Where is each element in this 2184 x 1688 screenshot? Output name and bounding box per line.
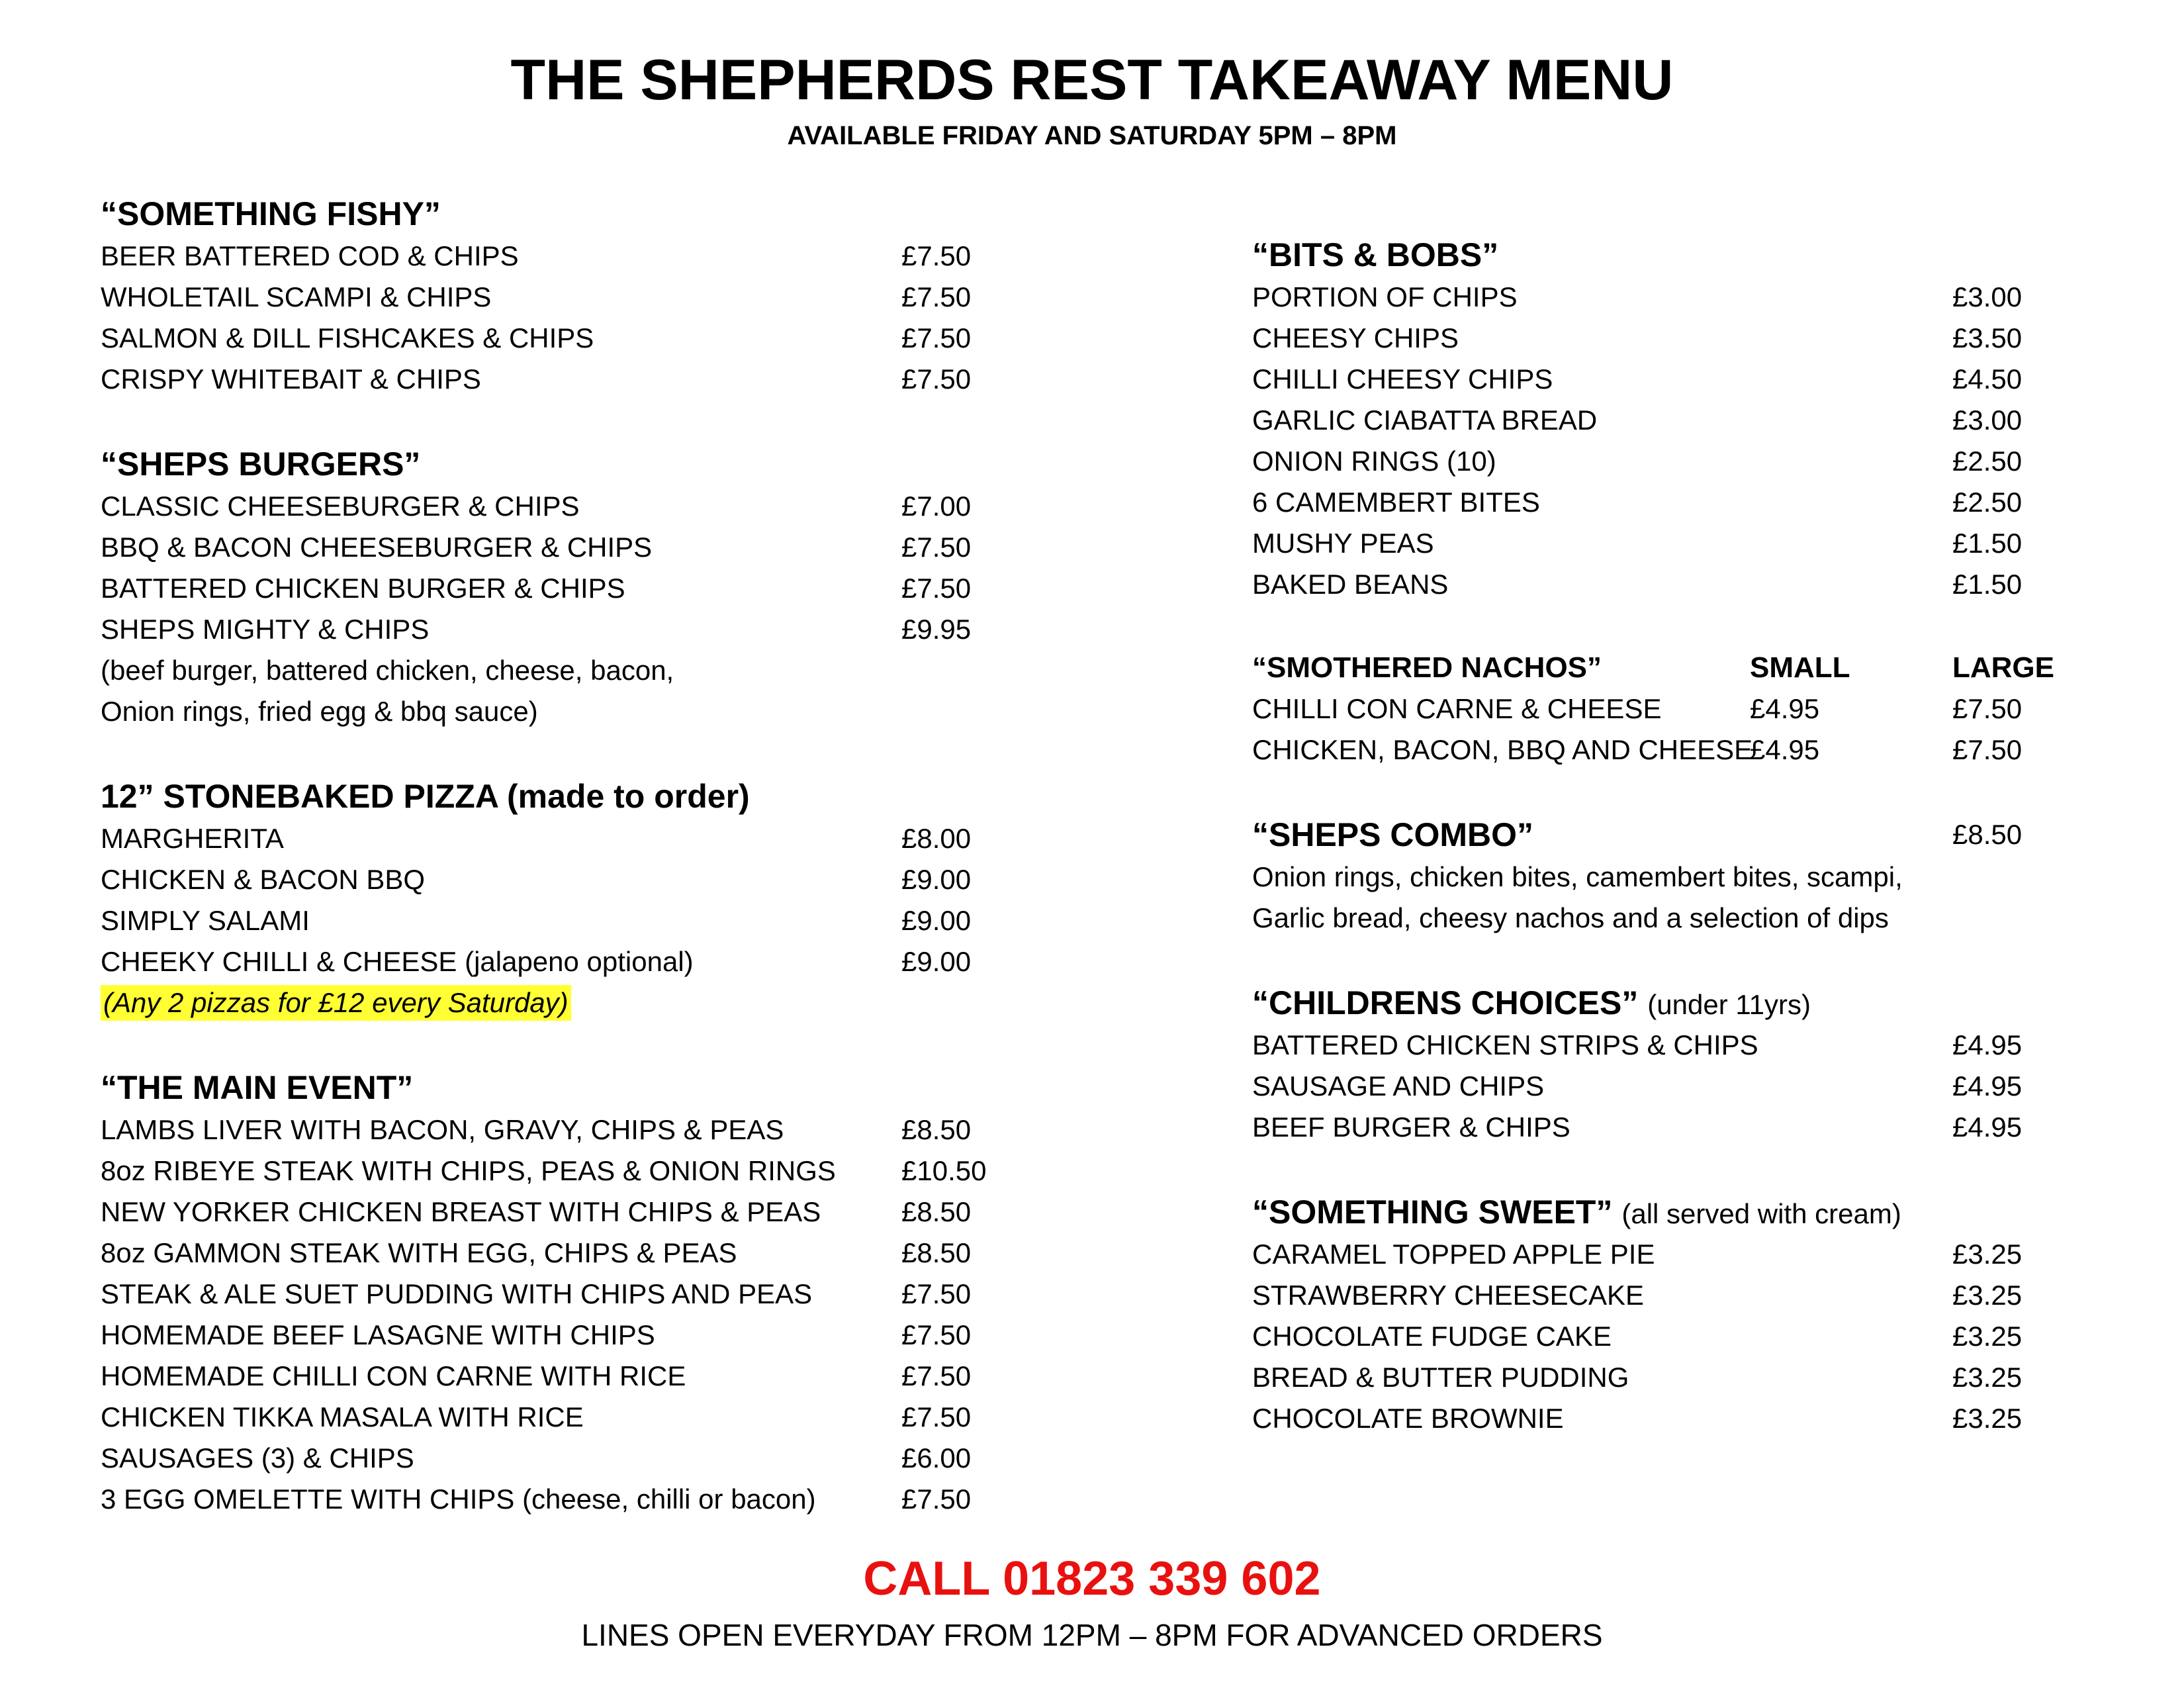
item-name: BEER BATTERED COD & CHIPS [101, 240, 519, 271]
item-price: £7.50 [901, 1401, 972, 1432]
item-price: £7.50 [901, 1483, 972, 1515]
menu-item [101, 236, 1040, 277]
item-name: CHOCOLATE FUDGE CAKE [1252, 1321, 1612, 1352]
menu-item [1252, 1025, 2126, 1066]
item-name: 3 EGG OMELETTE WITH CHIPS (cheese, chilli or bacon) [101, 1483, 816, 1515]
item-price: £7.50 [901, 1278, 972, 1309]
menu-item [1252, 523, 2126, 564]
item-name: CHICKEN, BACON, BBQ AND CHEESE [1252, 734, 1753, 765]
item-price: £3.25 [1952, 1280, 2023, 1311]
item-name: CHILLI CON CARNE & CHEESE [1252, 693, 1662, 724]
item-name: CHICKEN TIKKA MASALA WITH RICE [101, 1401, 584, 1432]
item-name: WHOLETAIL SCAMPI & CHIPS [101, 281, 492, 312]
item-name: 8oz RIBEYE STEAK WITH CHIPS, PEAS & ONION RINGS [101, 1155, 836, 1186]
pizza-promo: (Any 2 pizzas for £12 every Saturday) [101, 985, 571, 1021]
item-name: CHEESY CHIPS [1252, 322, 1459, 353]
item-price: £3.25 [1952, 1403, 2023, 1434]
item-name: SAUSAGE AND CHIPS [1252, 1070, 1545, 1102]
lines-open-note: LINES OPEN EVERYDAY FROM 12PM – 8PM FOR ADVANCED ORDERS [581, 1618, 1603, 1652]
menu-item [1252, 482, 2126, 523]
section-title-nachos [1252, 647, 2126, 688]
item-name: BREAD & BUTTER PUDDING [1252, 1362, 1629, 1393]
item-price: £9.00 [901, 905, 972, 936]
item-name: CHICKEN & BACON BBQ [101, 864, 426, 895]
item-price: £8.50 [901, 1237, 972, 1268]
item-name: CHEEKY CHILLI & CHEESE (jalapeno optional) [101, 946, 694, 977]
menu-item [101, 486, 1040, 527]
menu-item [101, 859, 1040, 900]
item-name: STRAWBERRY CHEESECAKE [1252, 1280, 1645, 1311]
item-description: (beef burger, battered chicken, cheese, bacon, [101, 655, 674, 686]
large-column-header: LARGE [1952, 651, 2054, 684]
item-price: £3.25 [1952, 1239, 2023, 1270]
item-price: £1.50 [1952, 569, 2023, 600]
section-title-main-event: “THE MAIN EVENT” [101, 1069, 414, 1106]
menu-item [1252, 359, 2126, 400]
item-price: £8.50 [901, 1114, 972, 1145]
item-price: £7.50 [901, 240, 972, 271]
sweet-note: (all served with cream) [1621, 1198, 1901, 1229]
section-title-combo [1252, 813, 2126, 857]
item-price-small: £4.95 [1750, 734, 1820, 765]
item-name: CLASSIC CHEESEBURGER & CHIPS [101, 491, 580, 522]
menu-item [1252, 277, 2126, 318]
item-price: £2.50 [1952, 445, 2023, 477]
menu-item [101, 1150, 1040, 1192]
nachos-title: “SMOTHERED NACHOS” [1252, 651, 1602, 684]
item-price: £3.25 [1952, 1321, 2023, 1352]
section-title-pizza: 12” STONEBAKED PIZZA (made to order) [101, 778, 750, 815]
menu-item [1252, 564, 2126, 605]
item-name: HOMEMADE CHILLI CON CARNE WITH RICE [101, 1360, 686, 1391]
item-name: SHEPS MIGHTY & CHIPS [101, 614, 430, 645]
menu-item [1252, 318, 2126, 359]
item-name: LAMBS LIVER WITH BACON, GRAVY, CHIPS & PEAS [101, 1114, 784, 1145]
item-name: BAKED BEANS [1252, 569, 1449, 600]
item-name: NEW YORKER CHICKEN BREAST WITH CHIPS & PEAS [101, 1196, 821, 1227]
menu-item [101, 1274, 1040, 1315]
item-price: £1.50 [1952, 528, 2023, 559]
item-price: £10.50 [901, 1155, 987, 1186]
item-name: SIMPLY SALAMI [101, 905, 310, 936]
menu-item [101, 1192, 1040, 1233]
section-title-children [1252, 981, 2126, 1025]
item-price: £9.00 [901, 946, 972, 977]
item-price: £8.50 [901, 1196, 972, 1227]
item-name: BBQ & BACON CHEESEBURGER & CHIPS [101, 532, 653, 563]
menu-item [101, 609, 1040, 650]
item-name: CRISPY WHITEBAIT & CHIPS [101, 363, 481, 395]
item-name: HOMEMADE BEEF LASAGNE WITH CHIPS [101, 1319, 655, 1350]
item-price-small: £4.95 [1750, 693, 1820, 724]
item-price: £3.00 [1952, 404, 2023, 436]
item-price: £7.50 [901, 532, 972, 563]
menu-item [101, 277, 1040, 318]
combo-description: Onion rings, chicken bites, camembert bites, scampi, [1252, 861, 1903, 892]
item-price: £7.50 [901, 1319, 972, 1350]
item-name: 6 CAMEMBERT BITES [1252, 487, 1540, 518]
item-name: MUSHY PEAS [1252, 528, 1434, 559]
menu-item [101, 1315, 1040, 1356]
menu-item [1252, 1316, 2126, 1357]
menu-item [101, 1438, 1040, 1479]
item-name: BATTERED CHICKEN BURGER & CHIPS [101, 573, 625, 604]
item-price: £4.95 [1952, 1070, 2023, 1102]
section-title-sweet [1252, 1190, 2126, 1234]
children-title: “CHILDRENS CHOICES” [1252, 984, 1639, 1021]
item-price: £7.50 [901, 363, 972, 395]
item-name: PORTION OF CHIPS [1252, 281, 1518, 312]
item-price: £2.50 [1952, 487, 2023, 518]
pizza-promo-row [101, 982, 1040, 1023]
menu-item [101, 318, 1040, 359]
call-phone-number[interactable]: CALL 01823 339 602 [863, 1552, 1321, 1605]
section-title-fishy: “SOMETHING FISHY” [101, 195, 441, 232]
menu-item [101, 1109, 1040, 1150]
item-price: £3.25 [1952, 1362, 2023, 1393]
sweet-title: “SOMETHING SWEET” [1252, 1194, 1613, 1231]
menu-item [101, 1479, 1040, 1520]
section-title-burgers: “SHEPS BURGERS” [101, 445, 421, 483]
menu-item [1252, 1234, 2126, 1275]
menu-item [1252, 1066, 2126, 1107]
item-name: SALMON & DILL FISHCAKES & CHIPS [101, 322, 594, 353]
item-name: CHOCOLATE BROWNIE [1252, 1403, 1564, 1434]
menu-item [101, 359, 1040, 400]
item-price: £6.00 [901, 1442, 972, 1474]
item-price: £9.95 [901, 614, 972, 645]
item-name: GARLIC CIABATTA BREAD [1252, 404, 1598, 436]
item-price: £7.50 [901, 573, 972, 604]
menu-title: THE SHEPHERDS REST TAKEAWAY MENU [510, 48, 1674, 112]
menu-item [1252, 1107, 2126, 1148]
menu-item [1252, 1398, 2126, 1439]
menu-item [101, 941, 1040, 982]
menu-item [1252, 688, 2126, 729]
item-price: £8.00 [901, 823, 972, 854]
item-price: £4.95 [1952, 1111, 2023, 1143]
left-column [101, 192, 1040, 1520]
item-price-large: £7.50 [1952, 734, 2023, 765]
menu-item [1252, 1275, 2126, 1316]
item-price-large: £7.50 [1952, 693, 2023, 724]
item-name: SAUSAGES (3) & CHIPS [101, 1442, 414, 1474]
item-price: £7.50 [901, 1360, 972, 1391]
menu-item [1252, 729, 2126, 771]
menu-item [1252, 441, 2126, 482]
right-column [1252, 233, 2126, 1439]
item-price: £4.95 [1952, 1029, 2023, 1060]
menu-item [101, 1397, 1040, 1438]
menu-item [1252, 400, 2126, 441]
menu-item [1252, 1357, 2126, 1398]
menu-item [101, 527, 1040, 568]
small-column-header: SMALL [1750, 651, 1850, 684]
item-price: £3.00 [1952, 281, 2023, 312]
availability-subtitle: AVAILABLE FRIDAY AND SATURDAY 5PM – 8PM [787, 121, 1397, 150]
item-name: CARAMEL TOPPED APPLE PIE [1252, 1239, 1655, 1270]
menu-item [101, 1233, 1040, 1274]
item-name: BEEF BURGER & CHIPS [1252, 1111, 1570, 1143]
item-name: ONION RINGS (10) [1252, 445, 1496, 477]
item-price: £4.50 [1952, 363, 2023, 395]
menu-item [101, 1356, 1040, 1397]
item-price: £7.50 [901, 322, 972, 353]
item-name: MARGHERITA [101, 823, 284, 854]
combo-price: £8.50 [1952, 819, 2023, 850]
item-name: BATTERED CHICKEN STRIPS & CHIPS [1252, 1029, 1758, 1060]
item-name: 8oz GAMMON STEAK WITH EGG, CHIPS & PEAS [101, 1237, 737, 1268]
item-name: CHILLI CHEESY CHIPS [1252, 363, 1553, 395]
menu-item [101, 568, 1040, 609]
item-price: £3.50 [1952, 322, 2023, 353]
item-price: £7.00 [901, 491, 972, 522]
menu-item [101, 900, 1040, 941]
combo-description: Garlic bread, cheesy nachos and a selection of dips [1252, 902, 1889, 933]
item-price: £9.00 [901, 864, 972, 895]
item-description: Onion rings, fried egg & bbq sauce) [101, 696, 538, 727]
combo-title: “SHEPS COMBO” [1252, 816, 1534, 853]
section-title-bits: “BITS & BOBS” [1252, 236, 1499, 273]
item-name: STEAK & ALE SUET PUDDING WITH CHIPS AND PEAS [101, 1278, 813, 1309]
item-price: £7.50 [901, 281, 972, 312]
menu-item [101, 818, 1040, 859]
children-note: (under 11yrs) [1647, 989, 1811, 1020]
